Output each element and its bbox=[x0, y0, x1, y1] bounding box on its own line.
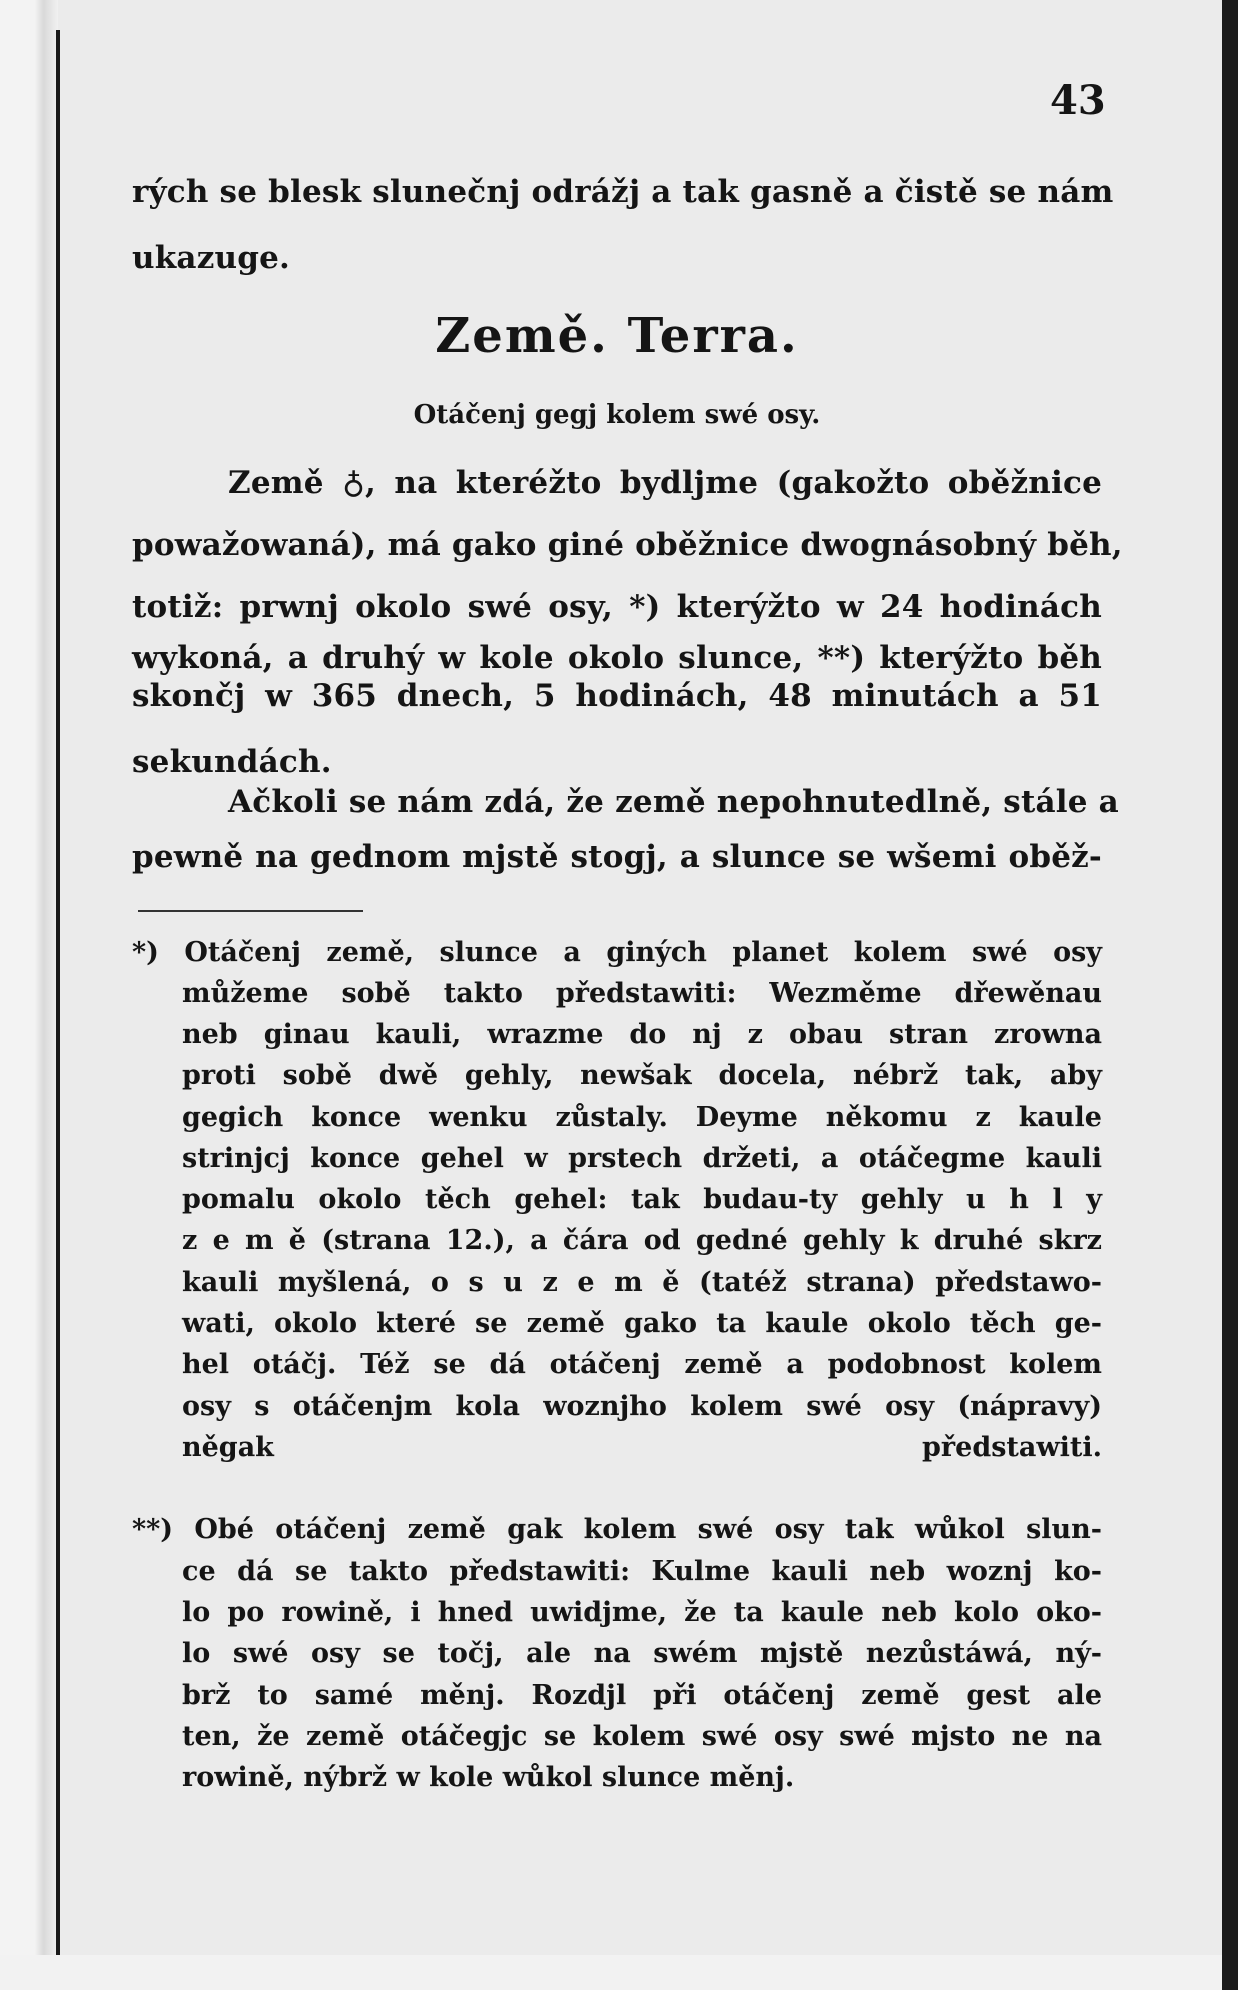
footnote-line: něgak předstawiti. bbox=[182, 1432, 1102, 1463]
footnote-line: hel otáčj. Též se dá otáčenj země a podobnost kolem bbox=[182, 1349, 1102, 1380]
section-title: Země. Terra. bbox=[435, 308, 799, 364]
text-line: pewně na gednom mjstě stogj, a slunce se wšemi oběž- bbox=[132, 839, 1102, 875]
page-binding-edge bbox=[56, 30, 60, 1960]
footnote-line: pomalu okolo těch gehel: tak budau-ty gehly u h l y bbox=[182, 1184, 1102, 1215]
text-line: sekundách. bbox=[132, 744, 332, 780]
page-number: 43 bbox=[1050, 77, 1106, 124]
footnote-line: strinjcj konce gehel w prstech držeti, a otáčegme kauli bbox=[182, 1143, 1102, 1174]
footnote-line: rowině, nýbrž w kole wůkol slunce měnj. bbox=[182, 1762, 795, 1793]
footnote-line: lo swé osy se točj, ale na swém mjstě nezůstáwá, ný- bbox=[182, 1638, 1102, 1669]
footnote-line: osy s otáčenjm kola woznjho kolem swé osy (nápravy) bbox=[182, 1391, 1102, 1422]
footnote-line: proti sobě dwě gehly, newšak docela, nébrž tak, aby bbox=[182, 1060, 1102, 1091]
text-line: powažowaná), má gako giné oběžnice dwognásobný běh, bbox=[132, 527, 1123, 563]
section-subtitle: Otáčenj gegj kolem swé osy. bbox=[413, 400, 821, 430]
text-line: rých se blesk slunečnj odrážj a tak gasně a čistě se nám bbox=[132, 174, 1114, 210]
text-line: Ačkoli se nám zdá, že země nepohnutedlně, stále a bbox=[228, 784, 1119, 820]
bottom-page-margin bbox=[0, 1955, 1238, 1990]
footnote-line: brž to samé měnj. Rozdjl při otáčenj země gest ale bbox=[182, 1680, 1102, 1711]
footnote-line: ten, že země otáčegjc se kolem swé osy swé mjsto ne na bbox=[182, 1721, 1102, 1752]
text-line: Země ♁, na kteréžto bydljme (gakožto oběžnice bbox=[228, 465, 1102, 501]
text-line: ukazuge. bbox=[132, 240, 291, 276]
footnote-line: **) Obé otáčenj země gak kolem swé osy tak wůkol slun- bbox=[132, 1514, 1102, 1545]
footnote-line: *) Otáčenj země, slunce a giných planet kolem swé osy bbox=[132, 937, 1102, 968]
footnote-line: neb ginau kauli, wrazme do nj z obau stran zrowna bbox=[182, 1019, 1102, 1050]
footnote-line: gegich konce wenku zůstaly. Deyme někomu z kaule bbox=[182, 1102, 1102, 1133]
footnote-line: wati, okolo které se země gako ta kaule okolo těch ge- bbox=[182, 1308, 1102, 1339]
text-line: skončj w 365 dnech, 5 hodinách, 48 minutách a 51 bbox=[132, 678, 1102, 714]
left-page-margin bbox=[0, 0, 58, 1990]
text-line: totiž: prwnj okolo swé osy, *) kterýžto w 24 hodinách bbox=[132, 589, 1102, 625]
footnote-line: ce dá se takto předstawiti: Kulme kauli neb woznj ko- bbox=[182, 1556, 1102, 1587]
text-line: wykoná, a druhý w kole okolo slunce, **) kterýžto běh bbox=[132, 640, 1102, 676]
footnote-rule bbox=[138, 910, 363, 912]
footnote-line: kauli myšlená, o s u z e m ě (tatéž strana) předstawo- bbox=[182, 1267, 1102, 1298]
footnote-line: lo po rowině, i hned uwidjme, že ta kaule neb kolo oko- bbox=[182, 1597, 1102, 1628]
right-page-edge bbox=[1222, 0, 1238, 1990]
footnote-line: můžeme sobě takto předstawiti: Wezměme dřewěnau bbox=[182, 978, 1102, 1009]
footnote-line: z e m ě (strana 12.), a čára od gedné gehly k druhé skrz bbox=[182, 1225, 1102, 1256]
